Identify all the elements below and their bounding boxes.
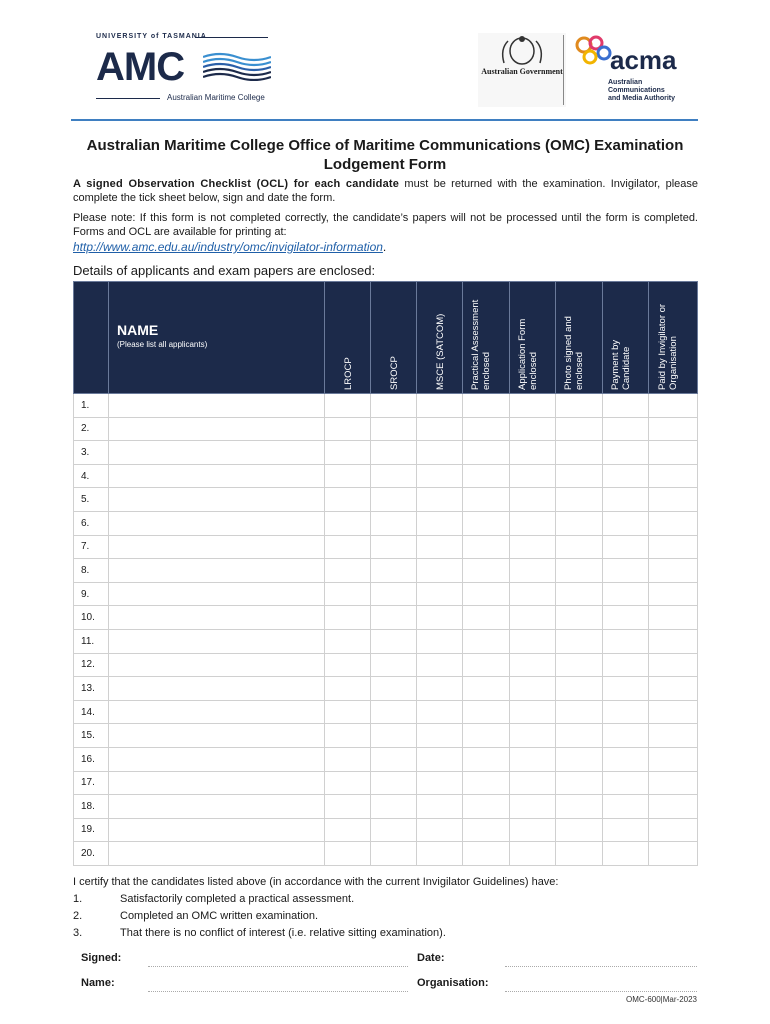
table-row <box>74 629 698 653</box>
tick-cell[interactable] <box>556 559 603 583</box>
tick-cell[interactable] <box>649 488 698 512</box>
tick-cell[interactable] <box>510 818 556 842</box>
tick-cell[interactable] <box>649 464 698 488</box>
row-number: 16. <box>74 747 109 771</box>
name-header <box>109 282 325 394</box>
amc-logo <box>96 33 276 105</box>
tick-cell[interactable] <box>603 700 649 724</box>
tick-cell[interactable] <box>371 511 417 535</box>
tick-cell[interactable] <box>556 511 603 535</box>
invigilator-info-link[interactable]: http://www.amc.edu.au/industry/omc/invigilator-information <box>73 240 383 254</box>
applicant-name-cell[interactable] <box>109 511 325 535</box>
name-header-sub: (Please list all applicants) <box>117 340 208 349</box>
table-row <box>74 747 698 771</box>
tick-cell[interactable] <box>649 441 698 465</box>
tick-cell[interactable] <box>371 818 417 842</box>
tick-cell[interactable] <box>649 724 698 748</box>
acma-logo <box>570 35 700 107</box>
tick-cell[interactable] <box>325 559 371 583</box>
row-number: 4. <box>74 464 109 488</box>
tick-cell[interactable] <box>510 488 556 512</box>
tick-cell[interactable] <box>603 559 649 583</box>
tick-cell[interactable] <box>371 771 417 795</box>
tick-cell[interactable] <box>371 653 417 677</box>
tick-cell[interactable] <box>325 653 371 677</box>
row-number: 5. <box>74 488 109 512</box>
col-header-paid-invigilator: Paid by Invigilator or Organisation <box>649 282 698 394</box>
tick-cell[interactable] <box>603 394 649 418</box>
tick-cell[interactable] <box>417 394 463 418</box>
tick-cell[interactable] <box>325 700 371 724</box>
acma-text: acma <box>610 45 677 75</box>
applicant-name-cell[interactable] <box>109 559 325 583</box>
amc-sub-rule <box>96 98 160 99</box>
tick-cell[interactable] <box>510 606 556 630</box>
tick-cell[interactable] <box>603 464 649 488</box>
tick-cell[interactable] <box>325 535 371 559</box>
tick-cell[interactable] <box>510 653 556 677</box>
tick-cell[interactable] <box>463 417 510 441</box>
tick-cell[interactable] <box>463 747 510 771</box>
tick-cell[interactable] <box>649 535 698 559</box>
amc-text: AMC <box>96 45 185 89</box>
table-row <box>74 535 698 559</box>
tick-cell[interactable] <box>325 394 371 418</box>
tick-cell[interactable] <box>463 677 510 701</box>
tick-cell[interactable] <box>556 747 603 771</box>
tick-cell[interactable] <box>417 559 463 583</box>
table-row <box>74 724 698 748</box>
col-header-lrocp: LROCP <box>325 282 371 394</box>
date-field[interactable] <box>505 966 697 967</box>
tick-cell[interactable] <box>371 747 417 771</box>
applicant-name-cell[interactable] <box>109 629 325 653</box>
table-row <box>74 842 698 866</box>
tick-cell[interactable] <box>649 559 698 583</box>
table-row <box>74 582 698 606</box>
row-number: 3. <box>74 441 109 465</box>
intro-rest: must be returned with the examination. Invigilator, please complete the tick sheet below, sign and date the form. <box>73 178 698 204</box>
tick-cell[interactable] <box>371 582 417 606</box>
note-text: Please note: If this form is not completed correctly, the candidate’s papers will not be processed until the form is completed. Forms and OCL are available for printing at: <box>73 212 698 238</box>
tick-cell[interactable] <box>463 394 510 418</box>
tick-cell[interactable] <box>556 582 603 606</box>
header-rule <box>71 119 698 121</box>
utas-text: UNIVERSITY of TASMANIA <box>96 33 207 40</box>
tick-cell[interactable] <box>510 842 556 866</box>
organisation-field[interactable] <box>505 991 697 992</box>
row-number: 9. <box>74 582 109 606</box>
tick-cell[interactable] <box>325 771 371 795</box>
table-header-row <box>74 282 698 394</box>
tick-cell[interactable] <box>417 771 463 795</box>
tick-cell[interactable] <box>556 818 603 842</box>
tick-cell[interactable] <box>510 464 556 488</box>
tick-cell[interactable] <box>556 771 603 795</box>
table-row <box>74 464 698 488</box>
tick-cell[interactable] <box>603 535 649 559</box>
tick-cell[interactable] <box>325 511 371 535</box>
tick-cell[interactable] <box>325 818 371 842</box>
tick-cell[interactable] <box>556 488 603 512</box>
tick-cell[interactable] <box>556 464 603 488</box>
cert-item: 2. Completed an OMC written examination. <box>73 910 319 922</box>
tick-cell[interactable] <box>325 795 371 819</box>
tick-cell[interactable] <box>417 488 463 512</box>
tick-cell[interactable] <box>417 747 463 771</box>
row-number: 17. <box>74 771 109 795</box>
tick-cell[interactable] <box>371 842 417 866</box>
cert-intro: I certify that the candidates listed above (in accordance with the current Invigilator Guidelines) have: <box>73 876 559 888</box>
tick-cell[interactable] <box>510 771 556 795</box>
applicant-name-cell[interactable] <box>109 795 325 819</box>
tick-cell[interactable] <box>463 700 510 724</box>
table-row <box>74 417 698 441</box>
applicant-name-cell[interactable] <box>109 677 325 701</box>
tick-cell[interactable] <box>603 629 649 653</box>
col-header-payment-candidate: Payment by Candidate <box>603 282 649 394</box>
applicants-table <box>73 281 697 860</box>
tick-cell[interactable] <box>603 747 649 771</box>
tick-cell[interactable] <box>463 629 510 653</box>
tick-cell[interactable] <box>603 771 649 795</box>
tick-cell[interactable] <box>463 653 510 677</box>
row-number: 14. <box>74 700 109 724</box>
tick-cell[interactable] <box>510 559 556 583</box>
tick-cell[interactable] <box>325 417 371 441</box>
table-row <box>74 653 698 677</box>
tick-cell[interactable] <box>417 700 463 724</box>
tick-cell[interactable] <box>371 677 417 701</box>
tick-cell[interactable] <box>325 677 371 701</box>
crest-icon <box>498 35 546 67</box>
table-row <box>74 700 698 724</box>
form-code: OMC-600|Mar-2023 <box>626 995 697 1004</box>
tick-cell[interactable] <box>603 795 649 819</box>
applicant-name-cell[interactable] <box>109 464 325 488</box>
applicant-name-cell[interactable] <box>109 653 325 677</box>
tick-cell[interactable] <box>556 417 603 441</box>
tick-cell[interactable] <box>603 677 649 701</box>
tick-cell[interactable] <box>463 795 510 819</box>
tick-cell[interactable] <box>417 582 463 606</box>
row-number: 13. <box>74 677 109 701</box>
tick-cell[interactable] <box>510 677 556 701</box>
table-row <box>74 606 698 630</box>
tick-cell[interactable] <box>371 464 417 488</box>
tick-cell[interactable] <box>325 842 371 866</box>
row-number: 1. <box>74 394 109 418</box>
tick-cell[interactable] <box>649 417 698 441</box>
tick-cell[interactable] <box>463 606 510 630</box>
table-row <box>74 441 698 465</box>
tick-cell[interactable] <box>371 441 417 465</box>
details-label: Details of applicants and exam papers are enclosed: <box>73 263 376 278</box>
tick-cell[interactable] <box>603 582 649 606</box>
tick-cell[interactable] <box>510 582 556 606</box>
tick-cell[interactable] <box>556 842 603 866</box>
tick-cell[interactable] <box>463 842 510 866</box>
applicant-name-cell[interactable] <box>109 842 325 866</box>
tick-cell[interactable] <box>556 441 603 465</box>
tick-cell[interactable] <box>371 606 417 630</box>
tick-cell[interactable] <box>463 724 510 748</box>
intro-bold: A signed Observation Checklist (OCL) for each candidate <box>73 178 400 190</box>
tick-cell[interactable] <box>371 795 417 819</box>
col-header-photo: Photo signed and enclosed <box>556 282 603 394</box>
table-row <box>74 771 698 795</box>
table-row <box>74 559 698 583</box>
row-number: 15. <box>74 724 109 748</box>
applicant-name-cell[interactable] <box>109 771 325 795</box>
tick-cell[interactable] <box>417 724 463 748</box>
tick-cell[interactable] <box>325 747 371 771</box>
tick-cell[interactable] <box>463 535 510 559</box>
applicant-name-cell[interactable] <box>109 818 325 842</box>
tick-cell[interactable] <box>463 559 510 583</box>
applicant-name-cell[interactable] <box>109 488 325 512</box>
tick-cell[interactable] <box>510 747 556 771</box>
tick-cell[interactable] <box>556 535 603 559</box>
tick-cell[interactable] <box>325 464 371 488</box>
tick-cell[interactable] <box>417 535 463 559</box>
tick-cell[interactable] <box>510 629 556 653</box>
signed-field[interactable] <box>148 966 408 967</box>
tick-cell[interactable] <box>371 488 417 512</box>
amc-subtitle: Australian Maritime College <box>167 93 265 102</box>
tick-cell[interactable] <box>649 653 698 677</box>
row-number: 11. <box>74 629 109 653</box>
tick-cell[interactable] <box>649 677 698 701</box>
tick-cell[interactable] <box>603 724 649 748</box>
tick-cell[interactable] <box>649 606 698 630</box>
applicant-name-cell[interactable] <box>109 535 325 559</box>
tick-cell[interactable] <box>325 629 371 653</box>
tick-cell[interactable] <box>417 842 463 866</box>
tick-cell[interactable] <box>417 629 463 653</box>
cert-item: 1. Satisfactorily completed a practical assessment. <box>73 893 355 905</box>
row-number: 6. <box>74 511 109 535</box>
table-row <box>74 818 698 842</box>
table-row <box>74 488 698 512</box>
name-field[interactable] <box>148 991 408 992</box>
australian-government-logo <box>478 33 566 107</box>
tick-cell[interactable] <box>556 724 603 748</box>
name-label: Name: <box>81 977 115 989</box>
tick-cell[interactable] <box>417 818 463 842</box>
applicant-name-cell[interactable] <box>109 441 325 465</box>
tick-cell[interactable] <box>603 441 649 465</box>
tick-cell[interactable] <box>325 441 371 465</box>
tick-cell[interactable] <box>371 559 417 583</box>
tick-cell[interactable] <box>510 724 556 748</box>
tick-cell[interactable] <box>649 747 698 771</box>
tick-cell[interactable] <box>649 818 698 842</box>
page-title: Australian Maritime College Office of Maritime Communications (OMC) Examination Lodgement Form <box>86 137 684 173</box>
name-header-label: NAME <box>117 322 159 338</box>
applicant-name-cell[interactable] <box>109 394 325 418</box>
cert-item: 3. That there is no conflict of interest (i.e. relative sitting examination). <box>73 927 446 939</box>
tick-cell[interactable] <box>510 394 556 418</box>
tick-cell[interactable] <box>417 464 463 488</box>
tick-cell[interactable] <box>649 394 698 418</box>
tick-cell[interactable] <box>371 724 417 748</box>
row-number: 20. <box>74 842 109 866</box>
tick-cell[interactable] <box>510 795 556 819</box>
tick-cell[interactable] <box>556 629 603 653</box>
row-number: 12. <box>74 653 109 677</box>
row-number: 2. <box>74 417 109 441</box>
applicant-name-cell[interactable] <box>109 417 325 441</box>
tick-cell[interactable] <box>649 795 698 819</box>
acma-subtitle: Australian Communications and Media Authority <box>608 79 676 102</box>
row-number: 7. <box>74 535 109 559</box>
tick-cell[interactable] <box>649 700 698 724</box>
tick-cell[interactable] <box>556 394 603 418</box>
tick-cell[interactable] <box>649 629 698 653</box>
applicant-name-cell[interactable] <box>109 700 325 724</box>
applicant-name-cell[interactable] <box>109 724 325 748</box>
certification <box>73 874 698 942</box>
tick-cell[interactable] <box>649 842 698 866</box>
tick-cell[interactable] <box>463 511 510 535</box>
tick-cell[interactable] <box>603 842 649 866</box>
table-row <box>74 795 698 819</box>
row-number: 19. <box>74 818 109 842</box>
tick-cell[interactable] <box>417 606 463 630</box>
tick-cell[interactable] <box>510 511 556 535</box>
applicant-name-cell[interactable] <box>109 582 325 606</box>
logo-divider <box>563 35 564 105</box>
signed-label: Signed: <box>81 952 122 964</box>
tick-cell[interactable] <box>556 700 603 724</box>
applicant-name-cell[interactable] <box>109 606 325 630</box>
tick-cell[interactable] <box>371 394 417 418</box>
tick-cell[interactable] <box>603 488 649 512</box>
organisation-label: Organisation: <box>417 977 489 989</box>
tick-cell[interactable] <box>649 511 698 535</box>
tick-cell[interactable] <box>510 441 556 465</box>
tick-cell[interactable] <box>325 724 371 748</box>
tick-cell[interactable] <box>463 441 510 465</box>
tick-cell[interactable] <box>463 818 510 842</box>
tick-cell[interactable] <box>603 606 649 630</box>
invigilator-info-line <box>73 240 386 254</box>
table-row <box>74 511 698 535</box>
tick-cell[interactable] <box>417 511 463 535</box>
tick-cell[interactable] <box>556 677 603 701</box>
tick-cell[interactable] <box>417 677 463 701</box>
tick-cell[interactable] <box>556 653 603 677</box>
tick-cell[interactable] <box>325 606 371 630</box>
tick-cell[interactable] <box>417 653 463 677</box>
col-header-srocp: SROCP <box>371 282 417 394</box>
utas-rule <box>196 37 268 38</box>
row-number: 18. <box>74 795 109 819</box>
num-header <box>74 282 109 394</box>
tick-cell[interactable] <box>417 441 463 465</box>
tick-cell[interactable] <box>556 795 603 819</box>
tick-cell[interactable] <box>371 535 417 559</box>
table-row <box>74 394 698 418</box>
table-row <box>74 677 698 701</box>
tick-cell[interactable] <box>325 488 371 512</box>
col-header-practical: Practical Assessment enclosed <box>463 282 510 394</box>
tick-cell[interactable] <box>325 582 371 606</box>
tick-cell[interactable] <box>463 771 510 795</box>
tick-cell[interactable] <box>603 511 649 535</box>
col-header-msce: MSCE (SATCOM) <box>417 282 463 394</box>
link-suffix: . <box>382 240 387 254</box>
tick-cell[interactable] <box>603 653 649 677</box>
tick-cell[interactable] <box>603 417 649 441</box>
tick-cell[interactable] <box>417 795 463 819</box>
tick-cell[interactable] <box>371 700 417 724</box>
govt-text: Australian Government <box>481 67 563 76</box>
tick-cell[interactable] <box>510 700 556 724</box>
tick-cell[interactable] <box>649 582 698 606</box>
tick-cell[interactable] <box>649 771 698 795</box>
tick-cell[interactable] <box>371 629 417 653</box>
row-number: 8. <box>74 559 109 583</box>
tick-cell[interactable] <box>463 464 510 488</box>
waves-icon <box>203 51 271 81</box>
tick-cell[interactable] <box>603 818 649 842</box>
row-number: 10. <box>74 606 109 630</box>
tick-cell[interactable] <box>371 417 417 441</box>
tick-cell[interactable] <box>463 582 510 606</box>
tick-cell[interactable] <box>417 417 463 441</box>
date-label: Date: <box>417 952 445 964</box>
tick-cell[interactable] <box>510 417 556 441</box>
tick-cell[interactable] <box>556 606 603 630</box>
tick-cell[interactable] <box>510 535 556 559</box>
tick-cell[interactable] <box>463 488 510 512</box>
intro-text <box>73 178 698 205</box>
applicant-name-cell[interactable] <box>109 747 325 771</box>
col-header-application: Application Form enclosed <box>510 282 556 394</box>
